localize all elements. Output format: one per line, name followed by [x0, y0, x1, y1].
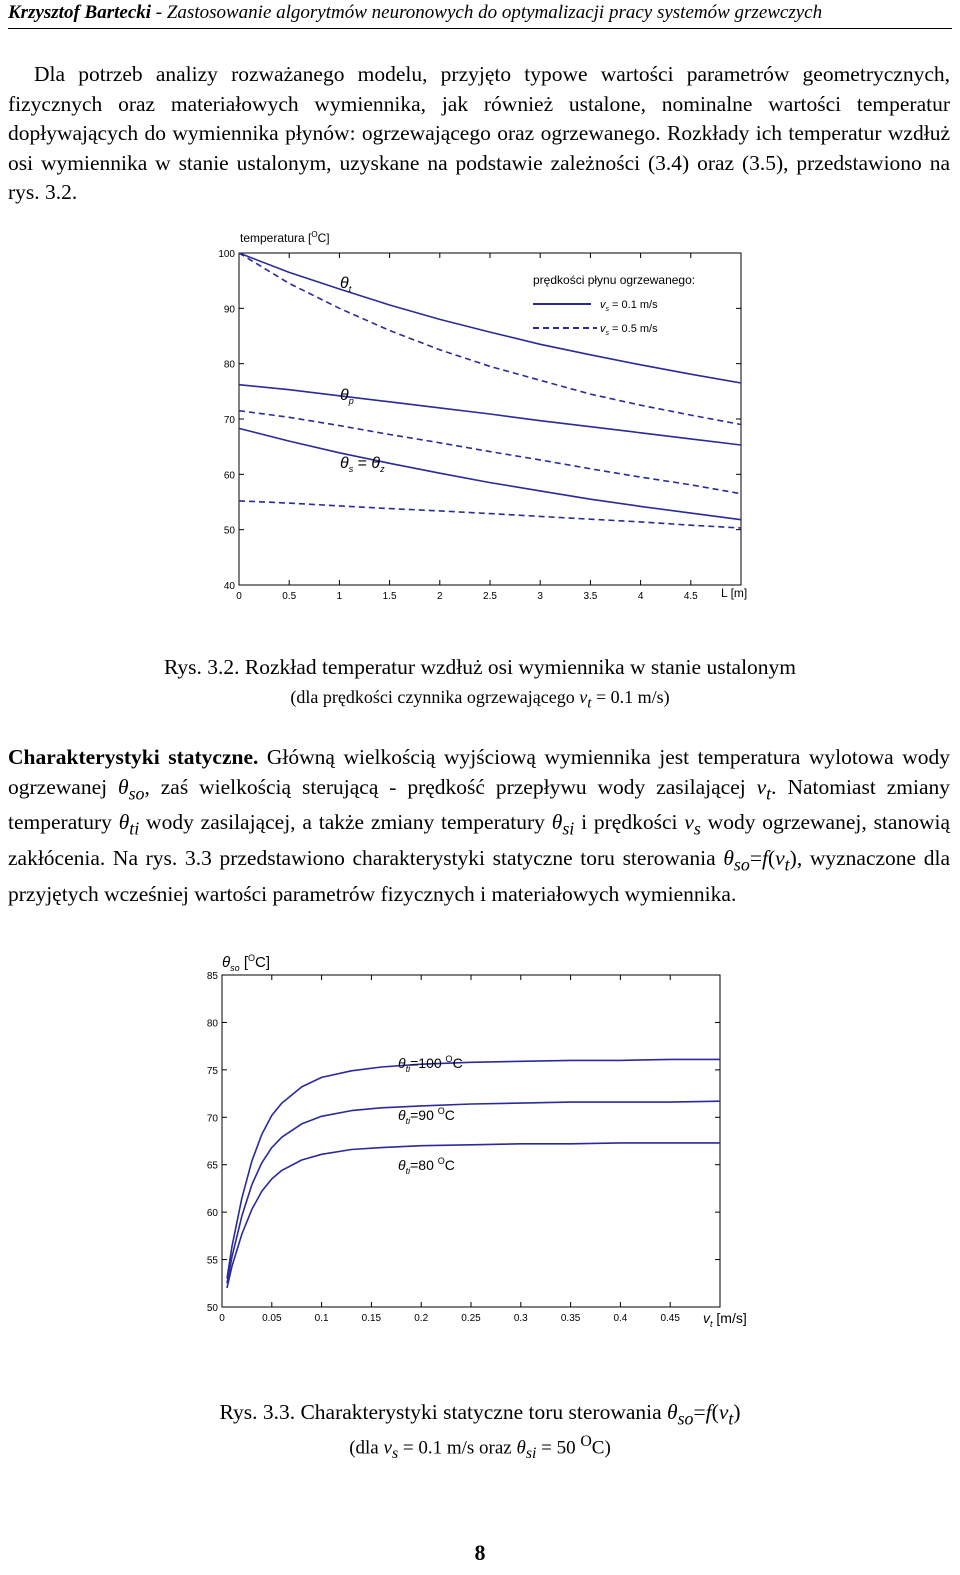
- chart1-xtick-label: 0.5: [282, 591, 297, 602]
- chart2-ytick-label: 75: [206, 1065, 218, 1077]
- chart2-xtick-label: 0.1: [314, 1313, 329, 1324]
- chart2-ytick-label: 50: [206, 1303, 218, 1314]
- figure-3-2-subcaption: (dla prędkości czynnika ogrzewającego $v_t = 0.1$ m/s): [290, 687, 670, 712]
- header-title: - Zastosowanie algorytmów neuronowych do optymalizacji pracy systemów grzewczych: [151, 2, 823, 23]
- annotation-ti-80: $\theta_{ti}=80$ $^O$C: [398, 1156, 455, 1176]
- chart2-xtick-label: 0.35: [560, 1313, 581, 1324]
- chart1-ytick-label: 100: [218, 249, 235, 260]
- paragraph-intro-text: Dla potrzeb analizy rozważanego modelu, przyjęto typowe wartości parametrów geometrycznych, fizycznych oraz materiałowych wymiennika, jak również ustalone, nominalne wartości temperatur dopływających do wymiennika płynów: ogrzewającego oraz ogrzewanego. Rozkłady ich temperatur wzdłuż osi wymiennika w stanie ustalonym, uzyskane na podstawie zależności (3.4) oraz (3.5), przedstawiono na rys. 3.2.: [8, 62, 950, 205]
- chart2-ytick-label: 70: [206, 1113, 218, 1125]
- chart1-xtick-label: 2.5: [483, 591, 497, 602]
- figure-3-3-caption: Rys. 3.3. Charakterystyki statyczne toru sterowania $\theta_{so}=f(v_t)$: [219, 1400, 741, 1429]
- annotation-ti-100: $\theta_{ti}=100$ $^O$C: [398, 1054, 463, 1074]
- legend-entry-1: $v_s = 0.1$ m/s: [600, 299, 658, 313]
- chart2-ytick-label: 65: [206, 1160, 218, 1172]
- chart2-ytick-label: 85: [206, 971, 218, 982]
- running-header: [8, 0, 952, 29]
- paragraph-intro: [8, 60, 950, 208]
- chart1-xtick-label: 0: [236, 591, 242, 602]
- chart2-xtick-label: 0.3: [513, 1313, 528, 1324]
- chart1-xtick-label: 1.5: [382, 591, 397, 602]
- figure-3-3-subcaption: (dla $v_s = 0.1$ m/s oraz $\theta_{si} = 50$ $^O$C): [349, 1433, 611, 1463]
- chart1-xtick-label: 3.5: [583, 591, 598, 602]
- chart1-ytick-label: 70: [223, 415, 235, 426]
- chart1-series-line-s-solid: [239, 428, 741, 519]
- chart1-legend: [533, 273, 695, 337]
- chart1-series: [239, 253, 741, 528]
- chart2-xtick-label: 0.25: [461, 1313, 481, 1324]
- chart2-ytick-label: 60: [206, 1208, 218, 1220]
- chart2-xlabel: $v_t$ [m/s]: [703, 1310, 747, 1329]
- chart1-xtick-label: 2: [437, 591, 443, 602]
- chart1-ytick-label: 60: [223, 470, 235, 482]
- chart1-xlabel: L [m]: [721, 586, 748, 600]
- chart1-ytick-label: 90: [223, 304, 235, 316]
- legend-entry-2: $v_s = 0.5$ m/s: [600, 323, 658, 337]
- chart2-ytick-label: 80: [206, 1018, 218, 1030]
- chart2-series-line-1: [227, 1101, 720, 1283]
- legend-title: prędkości płynu ogrzewanego:: [533, 273, 696, 287]
- figure-3-3-chart: [0, 943, 960, 1343]
- figure-3-2-caption: Rys. 3.2. Rozkład temperatur wzdłuż osi wymiennika w stanie ustalonym: [163, 655, 797, 679]
- paragraph-static-characteristics: Charakterystyki statyczne. Główną wielkością wyjściową wymiennika jest temperatura wylotowa wody ogrzewanej $\theta_{so}$, zaś wielkością sterującą - prędkość przepływu wody zasilającej $v_t$. Natomiast zmiany temperatury $\theta_{ti}$ wody zasilającej, a także zmiany temperatury $\theta_{si}$ i prędkości $v_s$ wody ogrzewanej, stanowią zakłócenia. Na rys. 3.3 przedstawiono charakterystyki statyczne toru sterowania $\theta_{so}=f(v_t)$, wyznaczone dla przyjętych wcześniej wartości parametrów fizycznych i materiałowych wymiennika.: [8, 745, 950, 907]
- annotation-ti-90: $\theta_{ti}=90$ $^O$C: [398, 1106, 455, 1126]
- chart2-axes: [207, 971, 720, 1324]
- chart2-plot-frame: [222, 975, 720, 1307]
- chart1-xtick-label: 4: [637, 591, 644, 602]
- chart2-ytick-label: 55: [206, 1255, 218, 1267]
- chart1-ytick-label: 50: [223, 525, 235, 537]
- annotation-theta-p: $\theta_p$: [340, 387, 354, 406]
- chart2-xtick-label: 0.05: [262, 1313, 282, 1324]
- header-author: Krzysztof Bartecki: [8, 2, 152, 23]
- chart2-series: [227, 1059, 720, 1288]
- chart2-xtick-label: 0: [219, 1313, 225, 1324]
- chart2-ylabel: $\theta_{so}$ [$^O$C]: [222, 953, 271, 973]
- chart1-ylabel: temperatura [$^O$C]: [240, 230, 330, 245]
- annotation-theta-s-z: $\theta_s = \theta_z$: [340, 455, 385, 474]
- chart1-xtick-label: 4.5: [683, 591, 698, 602]
- chart1-axes: [218, 249, 741, 602]
- page-number: 8: [474, 1540, 486, 1565]
- figure-3-2-chart: [0, 228, 960, 602]
- chart1-xtick-label: 3: [537, 591, 543, 602]
- annotation-theta-t: $\theta_t$: [340, 275, 352, 294]
- chart1-series-line-p-dashed: [239, 411, 741, 494]
- chart1-plot-frame: [239, 253, 741, 585]
- chart1-series-line-p-solid: [239, 385, 741, 445]
- chart1-ytick-label: 40: [223, 581, 235, 592]
- chart2-xtick-label: 0.4: [613, 1313, 628, 1324]
- chart2-series-line-2: [227, 1143, 720, 1288]
- chart2-xtick-label: 0.15: [361, 1313, 382, 1324]
- chart2-series-line-0: [227, 1059, 720, 1278]
- chart2-xtick-label: 0.2: [414, 1313, 429, 1324]
- chart1-ytick-label: 80: [223, 359, 235, 371]
- chart2-xtick-label: 0.45: [660, 1313, 680, 1324]
- para2-heading: Charakterystyki statyczne.: [8, 745, 259, 769]
- chart1-series-line-s-dashed: [239, 501, 741, 528]
- chart1-xtick-label: 1: [336, 591, 343, 602]
